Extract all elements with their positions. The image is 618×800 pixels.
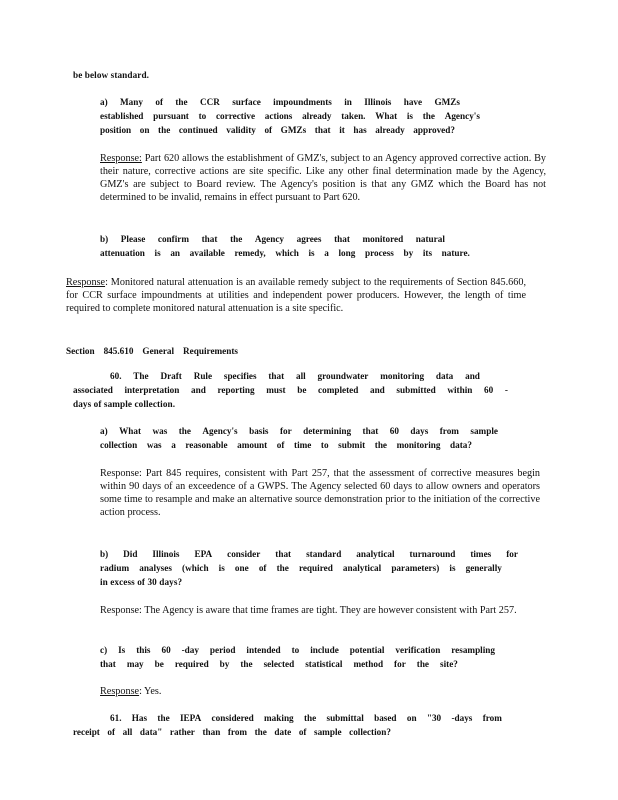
- word: the: [303, 713, 317, 723]
- word: the: [276, 563, 289, 573]
- question-a-line-2: [100, 111, 480, 121]
- word: of: [264, 125, 273, 135]
- word: data: [435, 371, 454, 381]
- word: collection: [100, 440, 138, 450]
- word: of: [298, 727, 307, 737]
- word: impoundments: [273, 97, 332, 107]
- word: EPA: [194, 549, 213, 559]
- word: is: [449, 563, 456, 573]
- word: all: [296, 371, 306, 381]
- word: already: [302, 111, 332, 121]
- word: generally: [465, 563, 502, 573]
- word: reporting: [217, 385, 255, 395]
- question-a-line-1: [100, 97, 460, 107]
- question-60a-line-1: [100, 426, 498, 436]
- response-paragraph: [100, 152, 546, 204]
- word: was: [152, 426, 168, 436]
- word: than: [202, 727, 221, 737]
- word: already: [375, 125, 405, 135]
- word: for: [279, 426, 292, 436]
- word: required: [298, 563, 333, 573]
- word: the: [240, 659, 253, 669]
- response-paragraph: [100, 686, 161, 697]
- word: b): [100, 549, 109, 559]
- word: a: [324, 248, 329, 258]
- word: Many: [120, 97, 143, 107]
- word: pursuant: [153, 111, 189, 121]
- word: to: [291, 645, 300, 655]
- word: must: [266, 385, 286, 395]
- question-60b-line-2: [100, 563, 502, 573]
- word: parameters): [391, 563, 440, 573]
- word: is: [308, 248, 315, 258]
- question-61-line-2: [73, 727, 391, 737]
- word: intended: [246, 645, 281, 655]
- word: radium: [100, 563, 130, 573]
- word: Agency: [254, 234, 285, 244]
- word: taken.: [341, 111, 366, 121]
- word: by: [219, 659, 230, 669]
- word: data": [139, 727, 163, 737]
- word: the: [416, 659, 430, 669]
- word: long: [338, 248, 356, 258]
- word: within: [447, 385, 473, 395]
- word: Has: [131, 713, 148, 723]
- word: IEPA: [179, 713, 202, 723]
- word: Illinois: [364, 97, 392, 107]
- word: and: [369, 385, 385, 395]
- word: c): [100, 645, 108, 655]
- word: amount: [237, 440, 268, 450]
- question-61-line-1: [110, 713, 502, 723]
- question-b-line-1: [100, 234, 445, 244]
- word: sample: [314, 727, 342, 737]
- word: the: [175, 97, 188, 107]
- word: basis: [249, 426, 269, 436]
- question-a-line-3: [100, 125, 455, 135]
- word: analyses: [139, 563, 172, 573]
- response-paragraph: [66, 276, 526, 315]
- word: a: [171, 440, 176, 450]
- word: verification: [395, 645, 441, 655]
- word: collection?: [349, 727, 391, 737]
- word: days: [410, 426, 429, 436]
- response-paragraph: Response: Part 845 requires, consistent with Part 257, that the assessment of corrective measures begin within 90 days of an exceedence of a GWPS. The Agency selected 60 days to allow owners and operators some time to resample and make an alternative source demonstration prior to the initiation of the corrective action process.: [100, 468, 540, 518]
- word: corrective: [215, 111, 256, 121]
- word: Please: [120, 234, 146, 244]
- word: -day: [181, 645, 199, 655]
- word: that: [334, 234, 350, 244]
- word: that: [100, 659, 116, 669]
- word: have: [403, 97, 423, 107]
- word: submittal: [326, 713, 364, 723]
- word: that: [362, 426, 379, 436]
- word: was: [146, 440, 162, 450]
- word: agrees: [296, 234, 322, 244]
- word: determining: [303, 426, 352, 436]
- word: -days: [451, 713, 473, 723]
- word: validity: [226, 125, 256, 135]
- response-label: Response: [66, 277, 106, 288]
- question-60b-line-1: [100, 549, 518, 559]
- word: and: [465, 371, 480, 381]
- word: monitoring: [396, 440, 441, 450]
- response-text: : Monitored natural attenuation is an available remedy subject to the requirements of Section 845.660, for CCR surface impoundments at utilities and independent power producers. However, the length of time required to complete monitored natural attenuation is a site specific.: [66, 277, 526, 314]
- word: consider: [227, 549, 261, 559]
- word: submit: [338, 440, 366, 450]
- word: of: [258, 563, 267, 573]
- word: be: [154, 659, 164, 669]
- word: Is: [118, 645, 126, 655]
- word: to: [320, 440, 329, 450]
- response-text: : Yes.: [139, 686, 162, 697]
- word: What: [375, 111, 398, 121]
- word: Requirements: [183, 346, 238, 356]
- word: associated: [73, 385, 113, 395]
- word: from: [482, 713, 502, 723]
- word: completed: [318, 385, 359, 395]
- word: Draft: [160, 371, 182, 381]
- word: its: [422, 248, 433, 258]
- response-label: Response: [100, 686, 140, 697]
- word: analytical: [356, 549, 395, 559]
- word: The: [133, 371, 149, 381]
- word: required: [174, 659, 209, 669]
- word: a): [100, 97, 108, 107]
- word: surface: [232, 97, 261, 107]
- word: standard: [306, 549, 342, 559]
- word: continued: [178, 125, 218, 135]
- word: the: [178, 426, 191, 436]
- section-heading: [66, 346, 238, 356]
- response-label: Response:: [100, 153, 142, 164]
- word: is: [406, 111, 414, 121]
- word: this: [136, 645, 151, 655]
- word: from: [439, 426, 459, 436]
- word: an: [170, 248, 181, 258]
- word: potential: [349, 645, 385, 655]
- word: rather: [169, 727, 195, 737]
- word: confirm: [157, 234, 190, 244]
- word: of: [107, 727, 116, 737]
- word: times: [470, 549, 492, 559]
- word: monitoring: [380, 371, 425, 381]
- word: one: [234, 563, 249, 573]
- word: -: [504, 385, 508, 395]
- word: turnaround: [409, 549, 456, 559]
- word: nature.: [441, 248, 470, 258]
- word: that: [314, 125, 331, 135]
- word: Rule: [193, 371, 213, 381]
- word: the: [157, 713, 170, 723]
- word: submitted: [396, 385, 436, 395]
- word: include: [310, 645, 339, 655]
- word: GMZs: [280, 125, 307, 135]
- word: General: [142, 346, 175, 356]
- word: the: [422, 111, 435, 121]
- word: on: [406, 713, 417, 723]
- word: sample: [470, 426, 498, 436]
- word: of: [276, 440, 285, 450]
- word: that: [268, 371, 285, 381]
- word: may: [126, 659, 144, 669]
- word: it: [339, 125, 345, 135]
- word: time: [294, 440, 312, 450]
- word: resampling: [451, 645, 495, 655]
- word: reasonable: [185, 440, 228, 450]
- word: the: [158, 125, 171, 135]
- word: Section: [66, 346, 95, 356]
- question-60b-line-3: in excess of 30 days?: [100, 577, 183, 587]
- word: interpretation: [124, 385, 180, 395]
- word: 61.: [110, 713, 122, 723]
- word: 60: [484, 385, 494, 395]
- word: that: [275, 549, 292, 559]
- word: established: [100, 111, 144, 121]
- word: in: [344, 97, 352, 107]
- word: a): [100, 426, 108, 436]
- word: Did: [123, 549, 138, 559]
- word: receipt: [73, 727, 100, 737]
- question-60a-line-2: [100, 440, 472, 450]
- word: which: [275, 248, 299, 258]
- question-60c-line-1: [100, 645, 495, 655]
- word: GMZs: [434, 97, 460, 107]
- word: Agency's: [202, 426, 238, 436]
- word: b): [100, 234, 109, 244]
- word: be: [297, 385, 307, 395]
- word: site?: [440, 659, 458, 669]
- question-60-line-1: [110, 371, 480, 381]
- word: monitored: [362, 234, 404, 244]
- word: period: [209, 645, 236, 655]
- word: the: [374, 440, 388, 450]
- word: 60.: [110, 371, 122, 381]
- word: 845.610: [103, 346, 134, 356]
- response-text: Part 620 allows the establishment of GMZ's, subject to an Agency approved corrective action. By their nature, corrective actions are site specific. Like any other final determination made by the Agency, GMZ's are subject to Board review. The Agency's position is that any GMZ which the Board has not determined to be invalid, remains in effect pursuant to Part 620.: [100, 153, 546, 203]
- word: that: [201, 234, 218, 244]
- word: to: [198, 111, 207, 121]
- word: approved?: [413, 125, 455, 135]
- text-line: be below standard.: [73, 70, 150, 80]
- question-60c-line-2: [100, 659, 458, 669]
- word: statistical: [305, 659, 343, 669]
- word: position: [100, 125, 132, 135]
- word: by: [403, 248, 414, 258]
- word: based: [374, 713, 397, 723]
- word: considered: [211, 713, 254, 723]
- word: 60: [389, 426, 399, 436]
- word: selected: [263, 659, 295, 669]
- question-60-line-3: days of sample collection.: [73, 399, 176, 409]
- word: making: [264, 713, 294, 723]
- word: the: [254, 727, 267, 737]
- word: (which: [182, 563, 209, 573]
- word: for: [506, 549, 518, 559]
- word: of: [155, 97, 163, 107]
- word: Illinois: [152, 549, 180, 559]
- word: method: [353, 659, 384, 669]
- word: process: [364, 248, 394, 258]
- word: all: [122, 727, 133, 737]
- word: the: [230, 234, 243, 244]
- word: specifies: [223, 371, 257, 381]
- word: available: [189, 248, 225, 258]
- word: remedy,: [234, 248, 266, 258]
- word: is: [218, 563, 225, 573]
- word: data?: [450, 440, 472, 450]
- word: and: [191, 385, 206, 395]
- word: actions: [264, 111, 293, 121]
- word: What: [119, 426, 142, 436]
- word: analytical: [342, 563, 382, 573]
- word: natural: [415, 234, 445, 244]
- word: 60: [161, 645, 171, 655]
- word: attenuation: [100, 248, 145, 258]
- word: Agency's: [444, 111, 480, 121]
- word: on: [139, 125, 150, 135]
- word: CCR: [199, 97, 220, 107]
- question-b-line-2: [100, 248, 470, 258]
- response-paragraph: Response: The Agency is aware that time frames are tight. They are however consistent with Part 257.: [100, 605, 517, 616]
- word: date: [274, 727, 292, 737]
- word: groundwater: [317, 371, 369, 381]
- question-60-line-2: [73, 385, 508, 395]
- word: has: [353, 125, 367, 135]
- word: "30: [426, 713, 442, 723]
- word: for: [394, 659, 406, 669]
- word: is: [154, 248, 161, 258]
- word: from: [227, 727, 248, 737]
